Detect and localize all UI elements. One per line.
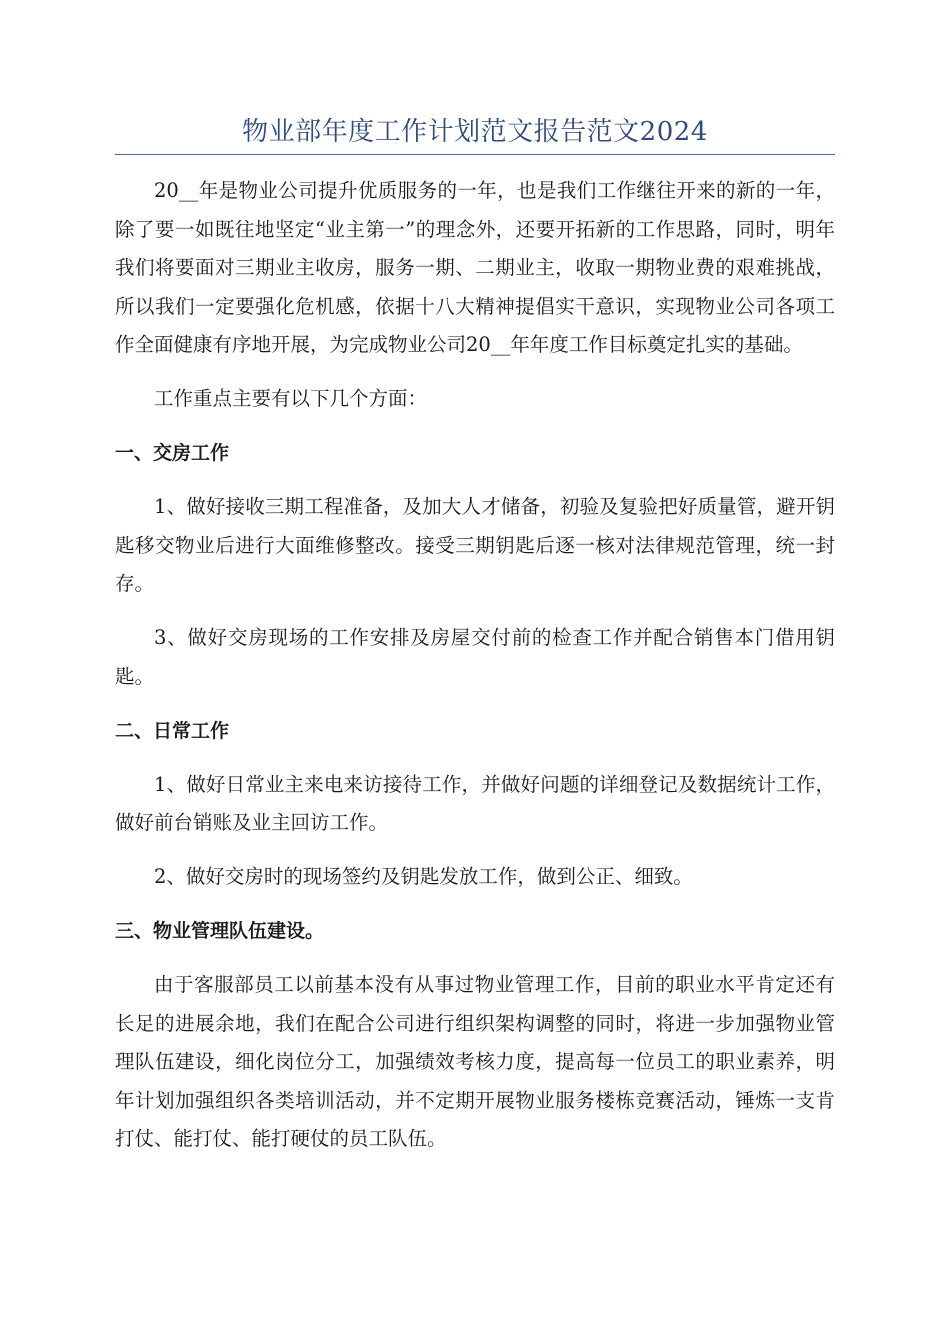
section-heading: 二、日常工作 xyxy=(115,719,230,742)
section-heading: 三、物业管理队伍建设。 xyxy=(115,920,325,942)
intro-paragraph: 20__年是物业公司提升优质服务的一年，也是我们工作继往开来的新的一年，除了要一如既往地坚定“业主第一”的理念外，还要开拓新的工作思路，同时，明年我们将要面对三期业主收房，服务一期、二期业主，收取一期物业费的艰难挑战，所以我们一定要强化危机感，依据十八大精神提倡实干意识，实现物业公司各项工作全面健康有序地开展，为完成物业公司20__年年度工作目标奠定扎实的基础。 xyxy=(115,179,835,356)
document-title: 物业部年度工作计划范文报告范文2024 xyxy=(242,117,708,147)
section-handover xyxy=(115,434,835,696)
section-paragraph: 2、做好交房时的现场签约及钥匙发放工作，做到公正、细致。 xyxy=(154,865,693,888)
title-underline xyxy=(115,154,835,155)
focus-line: 工作重点主要有以下几个方面： xyxy=(154,387,428,410)
section-paragraph: 3、做好交房现场的工作安排及房屋交付前的检查工作并配合销售本门借用钥匙。 xyxy=(115,626,835,688)
section-paragraph: 1、做好日常业主来电来访接待工作，并做好问题的详细登记及数据统计工作，做好前台销账及业主回访工作。 xyxy=(115,772,835,834)
section-daily-work xyxy=(115,712,835,897)
section-paragraph: 1、做好接收三期工程准备，及加大人才储备，初验及复验把好质量管，避开钥匙移交物业后进行大面维修整改。接受三期钥匙后逐一核对法律规范管理，统一封存。 xyxy=(115,495,835,595)
section-heading: 一、交房工作 xyxy=(115,442,230,464)
document-body xyxy=(115,172,835,1174)
section-paragraph: 由于客服部员工以前基本没有从事过物业管理工作，目前的职业水平肯定还有长足的进展余地，我们在配合公司进行组织架构调整的同时，将进一步加强物业管理队伍建设，细化岗位分工，加强绩效考核力度，提高每一位员工的职业素养，明年计划加强组织各类培训活动，并不定期开展物业服务楼栋竞赛活动，锤炼一支肯打仗、能打仗、能打硬仗的员工队伍。 xyxy=(115,973,835,1150)
section-team-building xyxy=(115,912,835,1159)
